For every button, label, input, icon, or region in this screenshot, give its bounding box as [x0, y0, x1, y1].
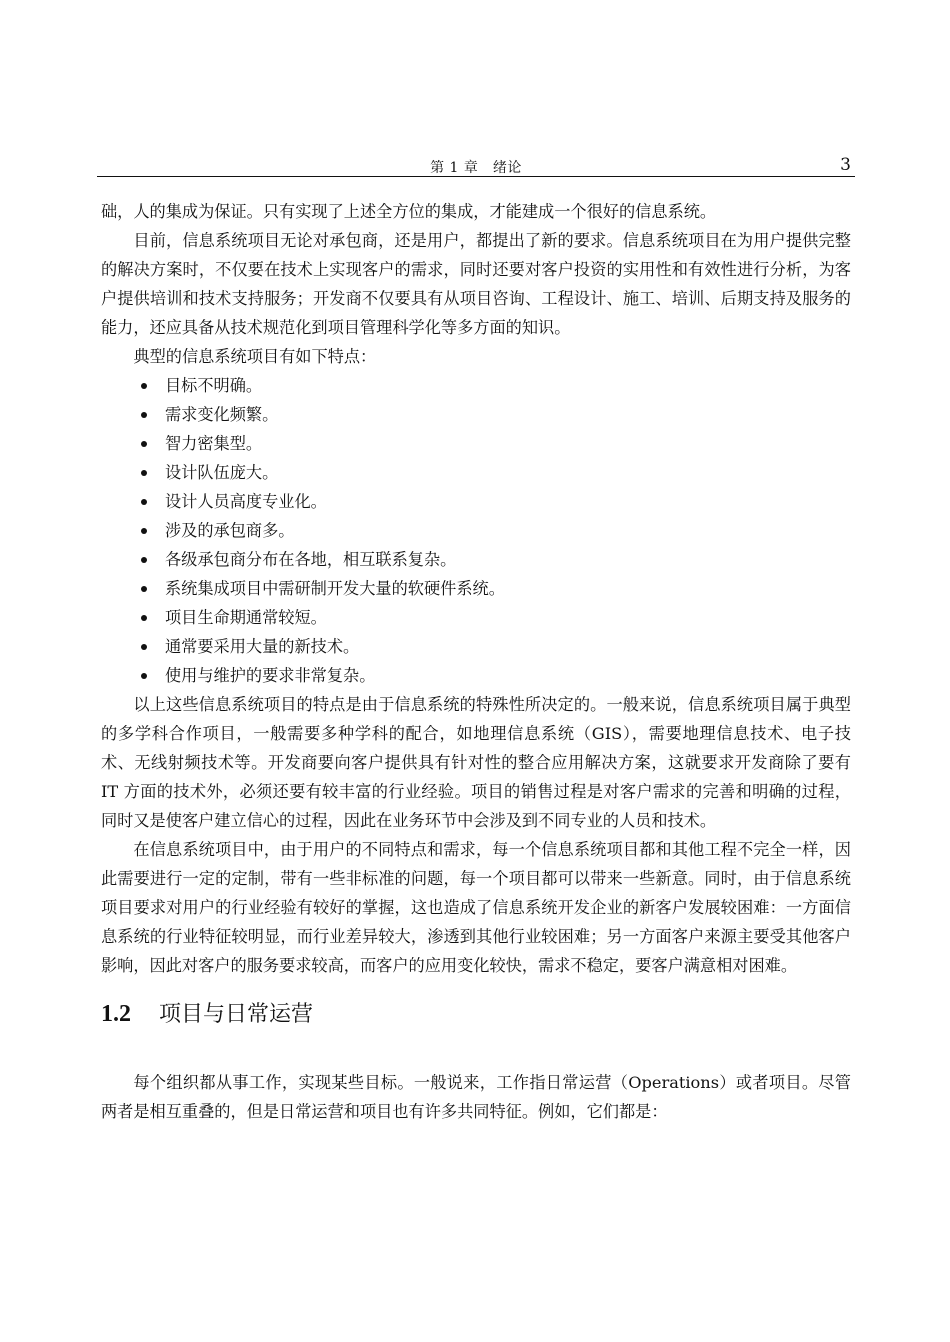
list-item	[101, 400, 851, 429]
running-header	[97, 157, 855, 177]
section-heading	[101, 1000, 851, 1055]
list-item-text: 系统集成项目中需研制开发大量的软硬件系统。	[165, 579, 505, 598]
list-item-text: 设计队伍庞大。	[165, 463, 279, 482]
list-intro: 典型的信息系统项目有如下特点：	[133, 347, 377, 366]
bullet-icon	[141, 644, 147, 650]
bullet-icon	[141, 557, 147, 563]
section-number: 1.2	[101, 1001, 131, 1027]
list-item	[101, 632, 851, 661]
bullet-icon	[141, 441, 147, 447]
bullet-icon	[141, 499, 147, 505]
list-item	[101, 545, 851, 574]
feature-list	[101, 371, 851, 690]
list-item-text: 涉及的承包商多。	[165, 521, 295, 540]
list-item-text: 使用与维护的要求非常复杂。	[165, 666, 376, 685]
bullet-icon	[141, 470, 147, 476]
list-item-text: 通常要采用大量的新技术。	[165, 637, 360, 656]
list-item	[101, 603, 851, 632]
paragraph-continued: 础，人的集成为保证。只有实现了上述全方位的集成，才能建成一个很好的信息系统。	[101, 202, 717, 221]
chapter-title: 第 1 章 绪论	[430, 160, 522, 176]
list-item-text: 项目生命期通常较短。	[165, 608, 327, 627]
header-rule	[97, 176, 855, 177]
paragraph: 每个组织都从事工作，实现某些目标。一般说来，工作指日常运营（Operations）或者项目。尽管两者是相互重叠的，但是日常运营和项目也有许多共同特征。例如，它们都是：	[101, 1073, 851, 1121]
page-number: 3	[840, 155, 851, 175]
bullet-icon	[141, 412, 147, 418]
list-item	[101, 487, 851, 516]
bullet-icon	[141, 615, 147, 621]
paragraph: 以上这些信息系统项目的特点是由于信息系统的特殊性所决定的。一般来说，信息系统项目属于典型的多学科合作项目，一般需要多种学科的配合，如地理信息系统（GIS），需要地理信息技术、电子技术、无线射频技术等。开发商要向客户提供具有针对性的整合应用解决方案，这就要求开发商除了要有 IT 方面的技术外，必须还要有较丰富的行业经验。项目的销售过程是对客户需求的完善和明确的过程，同时又是使客户建立信心的过程，因此在业务环节中会涉及到不同专业的人员和技术。	[101, 695, 851, 830]
paragraph: 目前，信息系统项目无论对承包商，还是用户，都提出了新的要求。信息系统项目在为用户提供完整的解决方案时，不仅要在技术上实现客户的需求，同时还要对客户投资的实用性和有效性进行分析，为客户提供培训和技术支持服务；开发商不仅要具有从项目咨询、工程设计、施工、培训、后期支持及服务的能力，还应具备从技术规范化到项目管理科学化等多方面的知识。	[101, 231, 851, 337]
bullet-icon	[141, 586, 147, 592]
list-item-text: 智力密集型。	[165, 434, 263, 453]
bullet-icon	[141, 383, 147, 389]
list-item	[101, 429, 851, 458]
paragraph: 在信息系统项目中，由于用户的不同特点和需求，每一个信息系统项目都和其他工程不完全一样，因此需要进行一定的定制，带有一些非标准的问题，每一个项目都可以带来一些新意。同时，由于信息系统项目要求对用户的行业经验有较好的掌握，这也造成了信息系统开发企业的新客户发展较困难：一方面信息系统的行业特征较明显，而行业差异较大，渗透到其他行业较困难；另一方面客户来源主要受其他客户影响，因此对客户的服务要求较高，而客户的应用变化较快，需求不稳定，要客户满意相对困难。	[101, 840, 851, 975]
page-body	[101, 197, 851, 1126]
list-item-text: 设计人员高度专业化。	[165, 492, 327, 511]
list-item	[101, 516, 851, 545]
list-item-text: 需求变化频繁。	[165, 405, 279, 424]
list-item	[101, 574, 851, 603]
list-item-text: 目标不明确。	[165, 376, 263, 395]
bullet-icon	[141, 673, 147, 679]
list-item-text: 各级承包商分布在各地，相互联系复杂。	[165, 550, 457, 569]
list-item	[101, 661, 851, 690]
bullet-icon	[141, 528, 147, 534]
list-item	[101, 458, 851, 487]
section-title: 项目与日常运营	[159, 1002, 314, 1027]
list-item	[101, 371, 851, 400]
